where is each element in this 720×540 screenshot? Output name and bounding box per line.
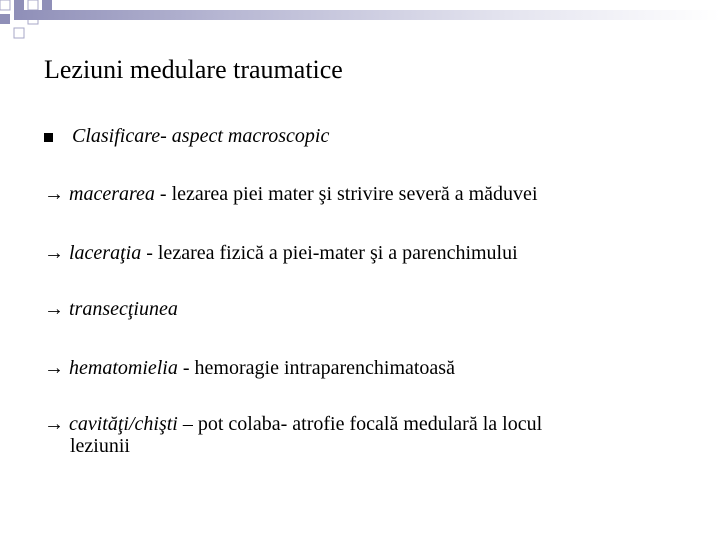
arrow-icon: → [44,357,64,379]
header-gradient-band [14,10,720,20]
item-description: - lezarea piei mater şi strivire severă a măduvei [154,183,538,205]
deco-square-2 [14,0,24,10]
list-item-hematomielia [44,357,455,379]
item-description-continued: leziunii [70,435,130,457]
list-item-transectiunea [44,298,178,320]
list-item-laceratia [44,242,518,264]
deco-square-5 [0,14,10,24]
slide-title: Leziuni medulare traumatice [44,55,343,84]
bullet-item [44,121,329,151]
arrow-icon: → [44,242,64,264]
square-bullet-icon [44,133,53,142]
item-term: macerarea [69,183,155,205]
deco-square-4 [42,0,52,10]
list-item-macerarea [44,183,538,205]
item-term: cavităţi/chişti [69,413,178,435]
arrow-icon: → [44,413,64,435]
deco-square-1 [0,0,10,10]
item-term: transecţiunea [69,298,178,320]
item-term: hematomielia [69,357,178,379]
item-description: – pot colaba- atrofie focală medulară la locul [177,413,543,435]
item-term: laceraţia [69,242,142,264]
decorative-squares [0,0,60,40]
arrow-icon: → [44,183,64,205]
deco-square-3 [28,0,38,10]
list-item-cavitati [44,413,664,457]
item-description: - lezarea fizică a piei-mater şi a parenchimului [141,242,518,264]
item-description: - hemoragie intraparenchimatoasă [177,357,455,379]
arrow-icon: → [44,298,64,320]
bullet-text: Clasificare- aspect macroscopic [72,124,330,147]
deco-square-7 [14,28,24,38]
